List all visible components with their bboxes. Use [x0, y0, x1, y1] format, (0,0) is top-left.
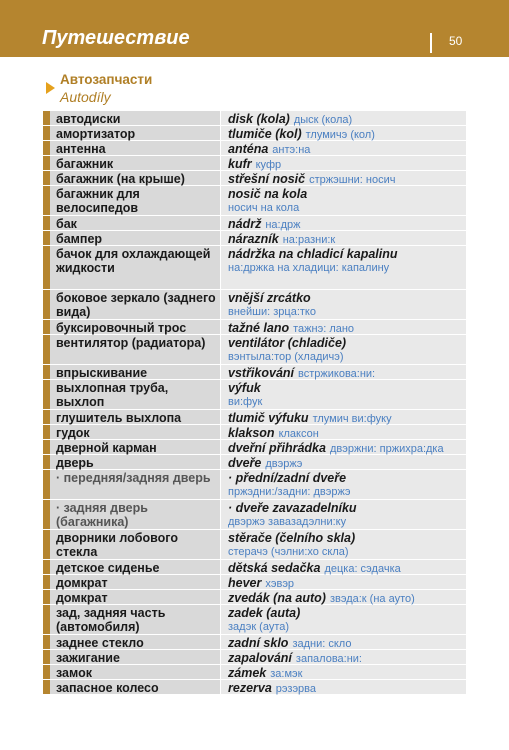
- czech-term: stěrače (čelního skla): [228, 531, 356, 545]
- row-accent-bar: [43, 425, 50, 439]
- pronunciation: запалова:ни:: [295, 653, 362, 665]
- czech-term: zámek: [228, 666, 267, 680]
- czech-translation-cell: [221, 425, 466, 439]
- czech-translation-cell: [221, 635, 466, 649]
- pronunciation: децка: сэдачка: [324, 563, 401, 575]
- vocab-row: [43, 605, 466, 635]
- czech-translation-cell: [221, 650, 466, 664]
- czech-translation-cell: [221, 380, 466, 409]
- czech-term: nosič na kola: [228, 187, 308, 201]
- row-accent-bar: [43, 665, 50, 679]
- row-accent-bar: [43, 141, 50, 155]
- section-arrow-icon: [46, 82, 55, 94]
- russian-term: багажник для велосипедов: [50, 186, 220, 215]
- czech-term: nádržka na chladicí kapalinu: [228, 247, 398, 261]
- russian-term: детское сиденье: [50, 560, 220, 574]
- section-subtitle: Autodíly: [60, 89, 111, 105]
- vocab-row: [43, 111, 466, 126]
- russian-term: багажник: [50, 156, 220, 170]
- vocabulary-table: [43, 111, 466, 695]
- czech-term: střešní nosič: [228, 172, 306, 186]
- vocab-row: [43, 231, 466, 246]
- vocab-row: [43, 425, 466, 440]
- czech-term: vstřikování: [228, 366, 295, 380]
- vocab-row: [43, 126, 466, 141]
- czech-translation-cell: [221, 500, 466, 529]
- vocab-row: [43, 335, 466, 365]
- header-divider: [430, 33, 432, 53]
- row-accent-bar: [43, 126, 50, 140]
- czech-translation-cell: [221, 665, 466, 679]
- row-accent-bar: [43, 246, 50, 289]
- czech-translation-cell: [221, 335, 466, 364]
- row-accent-bar: [43, 650, 50, 664]
- pronunciation: встржикова:ни:: [298, 368, 376, 380]
- czech-term: hever: [228, 576, 262, 590]
- vocab-row: [43, 156, 466, 171]
- vocab-row: [43, 635, 466, 650]
- pronunciation: антэ:на: [272, 144, 311, 156]
- russian-term: впрыскивание: [50, 365, 220, 379]
- row-accent-bar: [43, 455, 50, 469]
- row-accent-bar: [43, 440, 50, 454]
- russian-term: зад, задняя часть (автомобиля): [50, 605, 220, 634]
- czech-translation-cell: [221, 455, 466, 469]
- czech-term: klakson: [228, 426, 275, 440]
- czech-translation-cell: [221, 470, 466, 499]
- czech-translation-cell: [221, 590, 466, 604]
- russian-term: автодиски: [50, 111, 220, 125]
- russian-term: домкрат: [50, 575, 220, 589]
- russian-term: буксировочный трос: [50, 320, 220, 334]
- czech-term: zvedák (na auto): [228, 591, 326, 605]
- czech-term: disk (kola): [228, 112, 290, 126]
- pronunciation: клаксон: [278, 428, 319, 440]
- russian-term: дверной карман: [50, 440, 220, 454]
- row-accent-bar: [43, 111, 50, 125]
- russian-term: гудок: [50, 425, 220, 439]
- row-accent-bar: [43, 605, 50, 634]
- russian-term: антенна: [50, 141, 220, 155]
- czech-term: ventilátor (chladiče): [228, 336, 347, 350]
- row-accent-bar: [43, 410, 50, 424]
- czech-term: nárazník: [228, 232, 279, 246]
- pronunciation: ви:фук: [228, 396, 263, 408]
- pronunciation: рэзэрва: [275, 683, 317, 695]
- row-accent-bar: [43, 470, 50, 499]
- row-accent-bar: [43, 156, 50, 170]
- row-accent-bar: [43, 186, 50, 215]
- pronunciation: дыск (кола): [293, 114, 353, 126]
- pronunciation: тажнэ: лано: [293, 323, 355, 335]
- pronunciation: на:држ: [265, 219, 301, 231]
- row-accent-bar: [43, 365, 50, 379]
- czech-term: · dveře zavazadelníku: [228, 501, 357, 515]
- pronunciation: носич на кола: [228, 202, 300, 214]
- vocab-row: [43, 365, 466, 380]
- pronunciation: на:држка на хладици: капалину: [228, 262, 390, 274]
- row-accent-bar: [43, 575, 50, 589]
- czech-term: vnější zrcátko: [228, 291, 311, 305]
- russian-term: бак: [50, 216, 220, 230]
- czech-translation-cell: [221, 171, 466, 185]
- czech-translation-cell: [221, 605, 466, 634]
- czech-term: tlumič výfuku: [228, 411, 309, 425]
- czech-translation-cell: [221, 246, 466, 289]
- czech-term: zapalování: [228, 651, 292, 665]
- czech-term: rezerva: [228, 681, 272, 695]
- row-accent-bar: [43, 320, 50, 334]
- russian-term: дворники лобового стекла: [50, 530, 220, 559]
- pronunciation: задни: скло: [292, 638, 352, 650]
- pronunciation: за:мэк: [270, 668, 303, 680]
- russian-term: · передняя/задняя дверь: [50, 470, 220, 499]
- czech-term: · přední/zadní dveře: [228, 471, 347, 485]
- czech-term: zadní sklo: [228, 636, 289, 650]
- czech-translation-cell: [221, 575, 466, 589]
- chapter-title: Путешествие: [42, 27, 190, 49]
- russian-term: багажник (на крыше): [50, 171, 220, 185]
- czech-term: tažné lano: [228, 321, 290, 335]
- russian-term: бачок для охлаждающей жидкости: [50, 246, 220, 289]
- pronunciation: двэржэ: [265, 458, 303, 470]
- vocab-row: [43, 186, 466, 216]
- row-accent-bar: [43, 216, 50, 230]
- czech-term: anténa: [228, 142, 269, 156]
- vocab-row: [43, 141, 466, 156]
- row-accent-bar: [43, 530, 50, 559]
- vocab-row: [43, 500, 466, 530]
- vocab-row: [43, 590, 466, 605]
- czech-term: výfuk: [228, 381, 261, 395]
- vocab-row: [43, 171, 466, 186]
- row-accent-bar: [43, 635, 50, 649]
- vocab-row: [43, 290, 466, 320]
- row-accent-bar: [43, 171, 50, 185]
- russian-term: выхлопная труба, выхлоп: [50, 380, 220, 409]
- czech-translation-cell: [221, 186, 466, 215]
- russian-term: вентилятор (радиатора): [50, 335, 220, 364]
- czech-term: dětská sedačka: [228, 561, 321, 575]
- vocab-row: [43, 530, 466, 560]
- vocab-row: [43, 410, 466, 425]
- czech-term: tlumiče (kol): [228, 127, 302, 141]
- czech-translation-cell: [221, 111, 466, 125]
- row-accent-bar: [43, 335, 50, 364]
- pronunciation: двэржэ завазадэлни:ку: [228, 516, 347, 528]
- vocab-row: [43, 680, 466, 695]
- row-accent-bar: [43, 380, 50, 409]
- czech-term: dveře: [228, 456, 262, 470]
- czech-translation-cell: [221, 216, 466, 230]
- vocab-row: [43, 216, 466, 231]
- pronunciation: хэвэр: [265, 578, 295, 590]
- czech-term: dveřní přihrádka: [228, 441, 326, 455]
- row-accent-bar: [43, 290, 50, 319]
- vocab-row: [43, 455, 466, 470]
- czech-translation-cell: [221, 410, 466, 424]
- pronunciation: звэда:к (на ауто): [329, 593, 415, 605]
- russian-term: замок: [50, 665, 220, 679]
- pronunciation: стржэшни: носич: [309, 174, 396, 186]
- czech-term: nádrž: [228, 217, 262, 231]
- czech-translation-cell: [221, 141, 466, 155]
- russian-term: запасное колесо: [50, 680, 220, 694]
- pronunciation: задэк (аута): [228, 621, 290, 633]
- czech-translation-cell: [221, 440, 466, 454]
- russian-term: дверь: [50, 455, 220, 469]
- czech-term: kufr: [228, 157, 252, 171]
- russian-term: домкрат: [50, 590, 220, 604]
- czech-translation-cell: [221, 365, 466, 379]
- row-accent-bar: [43, 231, 50, 245]
- pronunciation: пржэдни:/задни: двэржэ: [228, 486, 351, 498]
- row-accent-bar: [43, 590, 50, 604]
- pronunciation: тлумичэ (кол): [305, 129, 375, 141]
- page-header: [0, 0, 509, 57]
- russian-term: зажигание: [50, 650, 220, 664]
- vocab-row: [43, 650, 466, 665]
- czech-translation-cell: [221, 231, 466, 245]
- czech-translation-cell: [221, 680, 466, 694]
- vocab-row: [43, 575, 466, 590]
- row-accent-bar: [43, 500, 50, 529]
- pronunciation: внейши: зрца:тко: [228, 306, 316, 318]
- pronunciation: тлумич ви:фуку: [312, 413, 392, 425]
- vocab-row: [43, 320, 466, 335]
- pronunciation: куфр: [255, 159, 282, 171]
- czech-translation-cell: [221, 560, 466, 574]
- pronunciation: стерачэ (чэлни:хо скла): [228, 546, 349, 558]
- pronunciation: двэржни: пржихра:дка: [329, 443, 444, 455]
- russian-term: бампер: [50, 231, 220, 245]
- russian-term: глушитель выхлопа: [50, 410, 220, 424]
- vocab-row: [43, 440, 466, 455]
- vocab-row: [43, 246, 466, 290]
- section-title: Автозапчасти: [60, 72, 153, 87]
- russian-term: амортизатор: [50, 126, 220, 140]
- czech-translation-cell: [221, 320, 466, 334]
- vocab-row: [43, 560, 466, 575]
- pronunciation: на:разни:к: [282, 234, 336, 246]
- russian-term: боковое зеркало (заднего вида): [50, 290, 220, 319]
- czech-translation-cell: [221, 126, 466, 140]
- czech-term: zadek (auta): [228, 606, 301, 620]
- czech-translation-cell: [221, 156, 466, 170]
- russian-term: заднее стекло: [50, 635, 220, 649]
- row-accent-bar: [43, 680, 50, 694]
- vocab-row: [43, 665, 466, 680]
- czech-translation-cell: [221, 290, 466, 319]
- vocab-row: [43, 470, 466, 500]
- pronunciation: вэнтыла:тор (хладичэ): [228, 351, 344, 363]
- russian-term: · задняя дверь (багажника): [50, 500, 220, 529]
- page-number: 50: [449, 34, 463, 48]
- row-accent-bar: [43, 560, 50, 574]
- vocab-row: [43, 380, 466, 410]
- czech-translation-cell: [221, 530, 466, 559]
